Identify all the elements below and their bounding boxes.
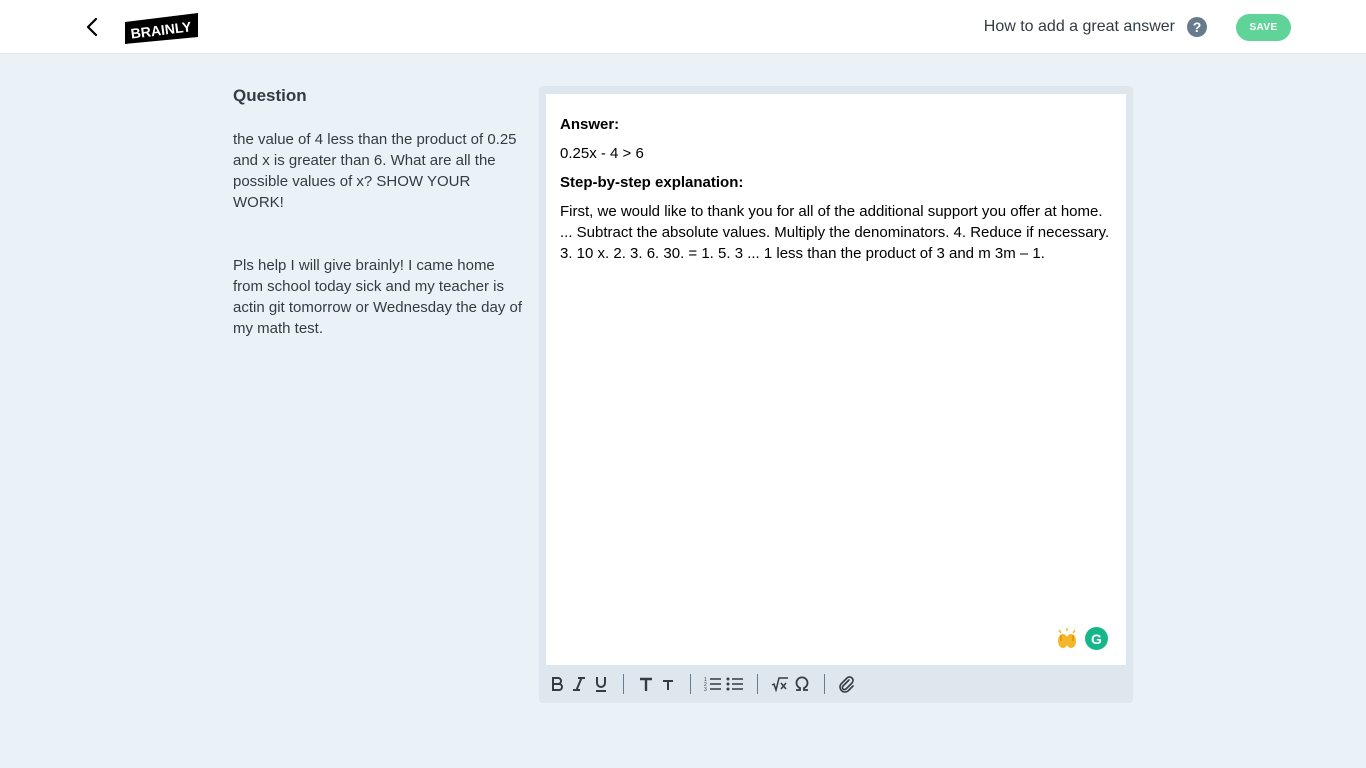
explanation-text: First, we would like to thank you for all of the additional support you offer at home. ... Subtract the absolute values. Multiply the denominators. 4. Reduce if necessary. 3. 10 x. 2. 3. 6. 30. = 1. 5. 3 ... 1 less than the product of 3 and m 3m – 1. <box>560 203 1110 262</box>
underline-icon[interactable] <box>590 673 612 695</box>
question-panel <box>233 84 525 339</box>
question-extra-text: Pls help I will give brainly! I came home from school today sick and my teacher is actin git tomorrow or Wednesday the day of my math test. <box>233 257 523 337</box>
attachment-icon[interactable] <box>836 673 858 695</box>
subheading-icon[interactable] <box>657 673 679 695</box>
toolbar-divider <box>623 674 624 694</box>
bold-icon[interactable] <box>546 673 568 695</box>
grammarly-icon[interactable]: G <box>1085 627 1108 650</box>
svg-text:1: 1 <box>704 677 707 683</box>
bullet-list-icon[interactable] <box>724 673 746 695</box>
symbol-icon[interactable] <box>791 673 813 695</box>
back-arrow-icon[interactable] <box>80 14 104 40</box>
svg-text:3: 3 <box>704 687 707 692</box>
numbered-list-icon[interactable] <box>702 673 724 695</box>
formatting-toolbar <box>539 665 1133 703</box>
answer-heading: Answer: <box>560 116 620 133</box>
question-mark-icon[interactable]: ? <box>1187 17 1207 37</box>
top-bar <box>0 0 1366 54</box>
svg-text:BRAINLY: BRAINLY <box>129 18 193 42</box>
question-text: the value of 4 less than the product of 0.25 and x is greater than 6. What are all the possible values of x? SHOW YOUR WORK! <box>233 131 517 211</box>
toolbar-divider <box>824 674 825 694</box>
explanation-heading: Step-by-step explanation: <box>560 174 744 191</box>
toolbar-divider <box>690 674 691 694</box>
toolbar-divider <box>757 674 758 694</box>
brainly-logo[interactable] <box>125 13 198 44</box>
italic-icon[interactable] <box>568 673 590 695</box>
raised-hands-emoji-icon[interactable] <box>1056 627 1078 649</box>
help-link[interactable] <box>984 16 1207 38</box>
answer-text-area[interactable] <box>546 94 1126 665</box>
heading-icon[interactable] <box>635 673 657 695</box>
answer-editor <box>539 86 1133 703</box>
equation-icon[interactable] <box>769 673 791 695</box>
answer-text: 0.25x - 4 > 6 <box>560 145 644 162</box>
answer-content[interactable] <box>560 114 1112 272</box>
svg-text:2: 2 <box>704 682 707 688</box>
question-title: Question <box>233 86 307 105</box>
save-button[interactable]: SAVE <box>1236 14 1291 41</box>
help-link-label[interactable]: How to add a great answer <box>983 18 1175 35</box>
